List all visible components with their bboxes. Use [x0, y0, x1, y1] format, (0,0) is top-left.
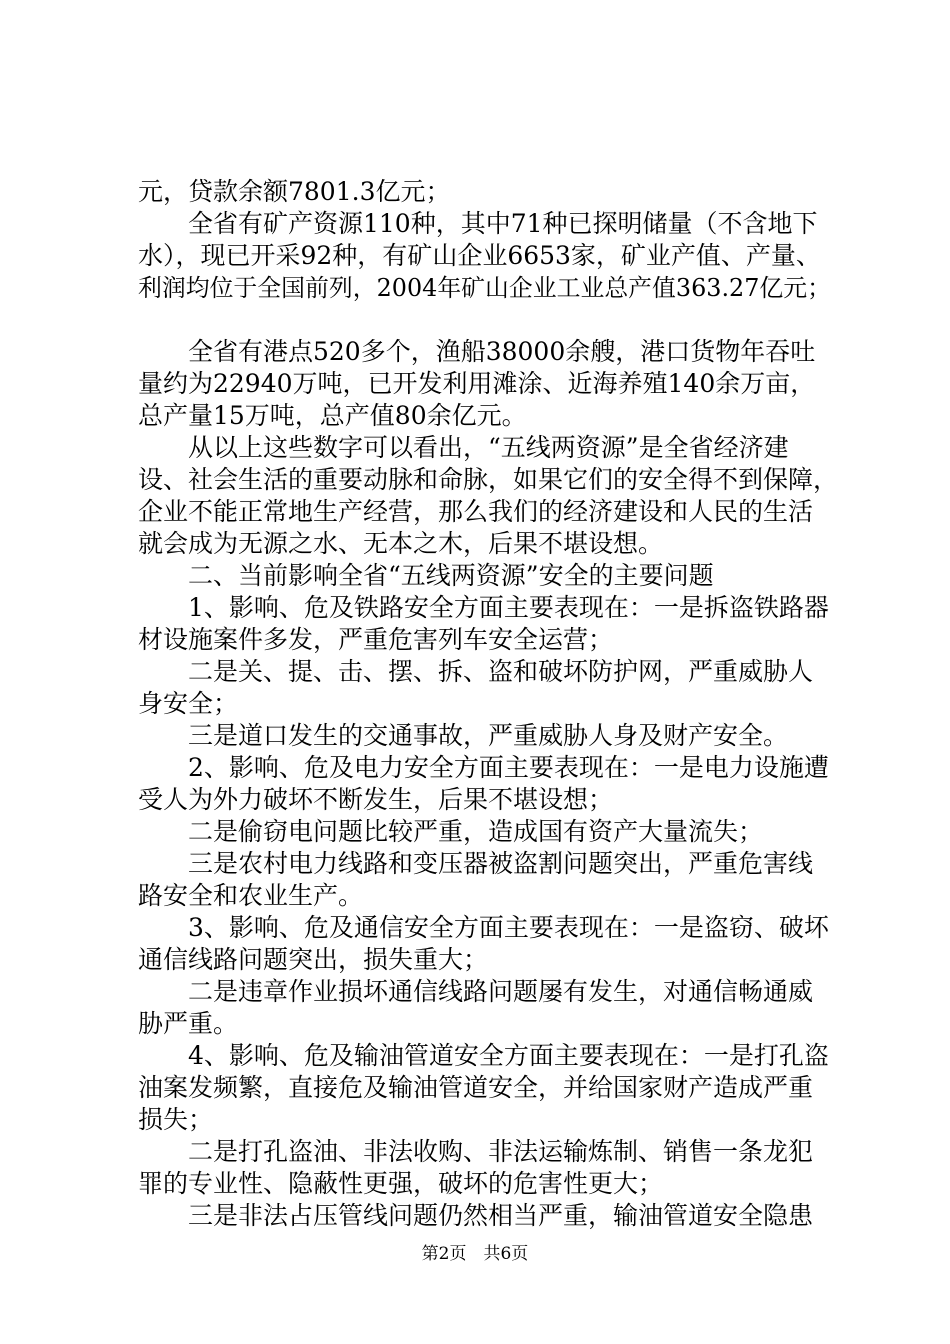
text-line: 3、影响、危及通信安全方面主要表现在：一是盗窃、破坏 — [138, 913, 829, 942]
text-line: 二是违章作业损坏通信线路问题屡有发生，对通信畅通威 — [138, 977, 814, 1006]
page-number: 第2页 共6页 — [421, 1244, 529, 1264]
document-body — [138, 176, 838, 1232]
text-line: 水），现已开采92种，有矿山企业6653家，矿业产值、产量、 — [138, 241, 821, 270]
text-line: 材设施案件多发，严重危害列车安全运营； — [138, 625, 614, 654]
text-line: 三是非法占压管线问题仍然相当严重，输油管道安全隐患 — [138, 1201, 814, 1230]
text-line: 二是打孔盗油、非法收购、非法运输炼制、销售一条龙犯 — [138, 1137, 814, 1166]
text-line: 企业不能正常地生产经营，那么我们的经济建设和人民的生活 — [138, 497, 814, 526]
text-line: 元，贷款余额7801.3亿元； — [138, 177, 451, 206]
blank-line — [138, 304, 838, 336]
text-line: 利润均位于全国前列，2004年矿山企业工业总产值363.27亿元； — [138, 274, 831, 302]
text-line: 设、社会生活的重要动脉和命脉，如果它们的安全得不到保障， — [138, 465, 839, 494]
text-line: 三是道口发生的交通事故，严重威胁人身及财产安全。 — [138, 721, 789, 750]
text-line: 就会成为无源之水、无本之木，后果不堪设想。 — [138, 529, 664, 558]
text-line: 通信线路问题突出，损失重大； — [138, 945, 489, 974]
text-line: 胁严重。 — [138, 1009, 239, 1038]
text-line: 量约为22940万吨，已开发利用滩涂、近海养殖140余万亩， — [138, 369, 816, 398]
text-line: 受人为外力破坏不断发生，后果不堪设想； — [138, 785, 614, 814]
text-line: 油案发频繁，直接危及输油管道安全，并给国家财产造成严重 — [138, 1073, 814, 1102]
text-line: 1、影响、危及铁路安全方面主要表现在：一是拆盗铁路器 — [138, 593, 829, 622]
text-line: 二是偷窃电问题比较严重，造成国有资产大量流失； — [138, 817, 764, 846]
text-line: 总产量15万吨，总产值80余亿元。 — [138, 401, 527, 430]
section-heading: 二、当前影响全省“五线两资源”安全的主要问题 — [138, 561, 714, 590]
text-line: 二是关、提、击、摆、拆、盗和破坏防护网，严重威胁人 — [138, 657, 814, 686]
text-line: 全省有港点520多个，渔船38000余艘，港口货物年吞吐 — [138, 337, 816, 366]
text-line: 全省有矿产资源110种，其中71种已探明储量（不含地下 — [138, 209, 818, 238]
text-line: 4、影响、危及输油管道安全方面主要表现在：一是打孔盗 — [138, 1041, 829, 1070]
text-line: 2、影响、危及电力安全方面主要表现在：一是电力设施遭 — [138, 753, 829, 782]
text-line: 三是农村电力线路和变压器被盗割问题突出，严重危害线 — [138, 849, 814, 878]
text-line: 罪的专业性、隐蔽性更强，破坏的危害性更大； — [138, 1169, 664, 1198]
text-line: 从以上这些数字可以看出，“五线两资源”是全省经济建 — [138, 433, 789, 462]
text-line: 身安全； — [138, 689, 239, 718]
text-line: 路安全和农业生产。 — [138, 881, 364, 910]
text-line: 损失； — [138, 1105, 214, 1134]
